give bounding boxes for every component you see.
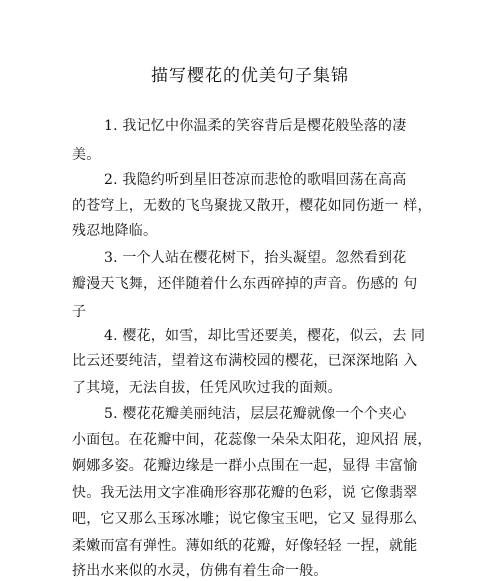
text-line: 小面包。在花瓣中间，花蕊像一朵朵太阳花，迎风招 展， <box>72 432 432 448</box>
text-line: 2. 我隐约听到星旧苍凉而悲怆的歌唱回荡在高高 <box>104 172 407 188</box>
text-line: 残忍地降临。 <box>72 223 158 239</box>
text-line: 3. 一个人站在樱花树下，抬头凝望。忽然看到花 <box>104 250 407 266</box>
text-line: 的苍穹上，无数的飞鸟聚拢又散开，樱花如同伤逝一 样， <box>72 198 432 214</box>
text-line: 快。我无法用文字准确形容那花瓣的色彩，说 它像翡翠 <box>72 485 418 501</box>
text-line: 瓣漫天飞舞，还伴随着什么东西碎掉的声音。伤感的 句 <box>72 276 418 292</box>
text-line: 4. 樱花，如雪，却比雪还要美，樱花，似云，去 同 <box>104 328 426 344</box>
text-line: 挤出水来似的水灵，仿佛有着生命一般。 <box>72 563 328 579</box>
text-line: 了其境，无法自拔，任凭风吹过我的面颊。 <box>72 380 342 396</box>
text-line: 比云还要纯洁，望着这布满校园的樱花，已深深地陷 入 <box>72 353 418 369</box>
text-line: 1. 我记忆中你温柔的笑容背后是樱花般坠落的凄 <box>104 118 407 134</box>
text-line: 柔嫩而富有弹性。薄如纸的花瓣，好像轻轻 一捏，就能 <box>72 538 418 554</box>
document-title: 描写樱花的优美句子集锦 <box>151 66 349 86</box>
text-line: 美。 <box>72 147 101 163</box>
text-line: 婀娜多姿。花瓣边缘是一群小点围在一起，显得 丰富愉 <box>72 458 418 474</box>
text-line: 5. 樱花花瓣美丽纯洁，层层花瓣就像一个个夹心 <box>104 406 407 422</box>
text-line: 子 <box>72 304 87 320</box>
text-line: 吧，它又那么玉琢冰雕；说它像宝玉吧，它又 显得那么 <box>72 511 418 527</box>
